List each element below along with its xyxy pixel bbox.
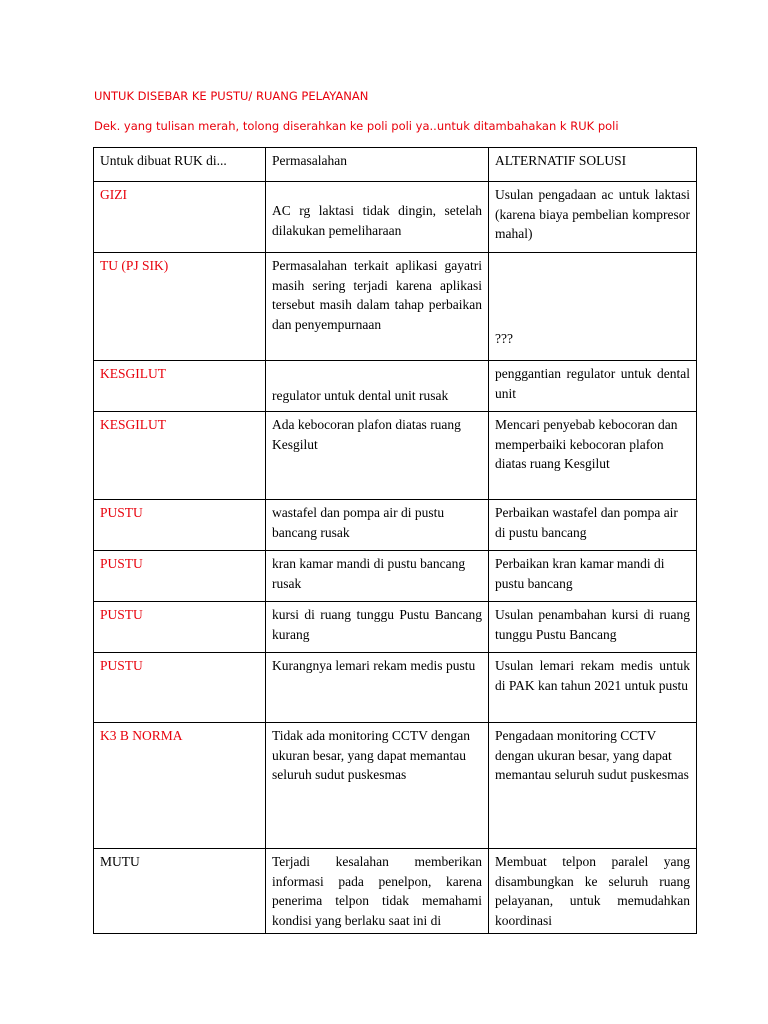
table-row <box>94 849 697 934</box>
table-row <box>94 500 697 551</box>
table-row <box>94 723 697 849</box>
table-header-row <box>94 148 697 182</box>
document-note: Dek. yang tulisan merah, tolong diserahkan ke poli poli ya..untuk ditambahakan k RUK poli <box>94 119 619 133</box>
table-row <box>94 602 697 653</box>
row-solution: Perbaikan wastafel dan pompa air di pustu bancang <box>489 500 697 551</box>
row-problem: kran kamar mandi di pustu bancang rusak <box>266 551 489 602</box>
table-row <box>94 182 697 253</box>
row-problem: Ada kebocoran plafon diatas ruang Kesgilut <box>266 412 489 500</box>
row-unit: KESGILUT <box>94 412 266 500</box>
row-unit: TU (PJ SIK) <box>94 253 266 361</box>
ruk-table <box>93 147 697 934</box>
row-unit: PUSTU <box>94 551 266 602</box>
header-unit: Untuk dibuat RUK di... <box>94 148 266 182</box>
header-solution: ALTERNATIF SOLUSI <box>489 148 697 182</box>
row-unit: PUSTU <box>94 653 266 723</box>
row-solution: ??? <box>489 253 697 361</box>
row-problem: regulator untuk dental unit rusak <box>266 361 489 412</box>
row-problem: Kurangnya lemari rekam medis pustu <box>266 653 489 723</box>
table-row <box>94 551 697 602</box>
row-solution: Membuat telpon paralel yang disambungkan ke seluruh ruang pelayanan, untuk memudahkan koordinasi <box>489 849 697 934</box>
row-solution: Usulan lemari rekam medis untuk di PAK kan tahun 2021 untuk pustu <box>489 653 697 723</box>
row-problem: Terjadi kesalahan memberikan informasi pada penelpon, karena penerima telpon tidak memahami kondisi yang berlaku saat ini di <box>266 849 489 934</box>
row-problem: Tidak ada monitoring CCTV dengan ukuran besar, yang dapat memantau seluruh sudut puskesmas <box>266 723 489 849</box>
row-unit: GIZI <box>94 182 266 253</box>
row-solution: Perbaikan kran kamar mandi di pustu bancang <box>489 551 697 602</box>
row-problem: wastafel dan pompa air di pustu bancang rusak <box>266 500 489 551</box>
row-unit: MUTU <box>94 849 266 934</box>
table-row <box>94 412 697 500</box>
row-problem: AC rg laktasi tidak dingin, setelah dilakukan pemeliharaan <box>266 182 489 253</box>
row-unit: PUSTU <box>94 602 266 653</box>
row-unit: K3 B NORMA <box>94 723 266 849</box>
header-problem: Permasalahan <box>266 148 489 182</box>
document-title: UNTUK DISEBAR KE PUSTU/ RUANG PELAYANAN <box>94 89 369 103</box>
row-problem: Permasalahan terkait aplikasi gayatri masih sering terjadi karena aplikasi tersebut masih dalam tahap perbaikan dan penyempurnaan <box>266 253 489 361</box>
row-solution: Pengadaan monitoring CCTV dengan ukuran besar, yang dapat memantau seluruh sudut puskesmas <box>489 723 697 849</box>
row-solution: Usulan penambahan kursi di ruang tunggu Pustu Bancang <box>489 602 697 653</box>
row-unit: PUSTU <box>94 500 266 551</box>
table-row <box>94 361 697 412</box>
row-solution: Usulan pengadaan ac untuk laktasi (karena biaya pembelian kompresor mahal) <box>489 182 697 253</box>
row-solution: Mencari penyebab kebocoran dan memperbaiki kebocoran plafon diatas ruang Kesgilut <box>489 412 697 500</box>
row-solution: penggantian regulator untuk dental unit <box>489 361 697 412</box>
row-problem: kursi di ruang tunggu Pustu Bancang kurang <box>266 602 489 653</box>
row-unit: KESGILUT <box>94 361 266 412</box>
table-row <box>94 253 697 361</box>
table-row <box>94 653 697 723</box>
